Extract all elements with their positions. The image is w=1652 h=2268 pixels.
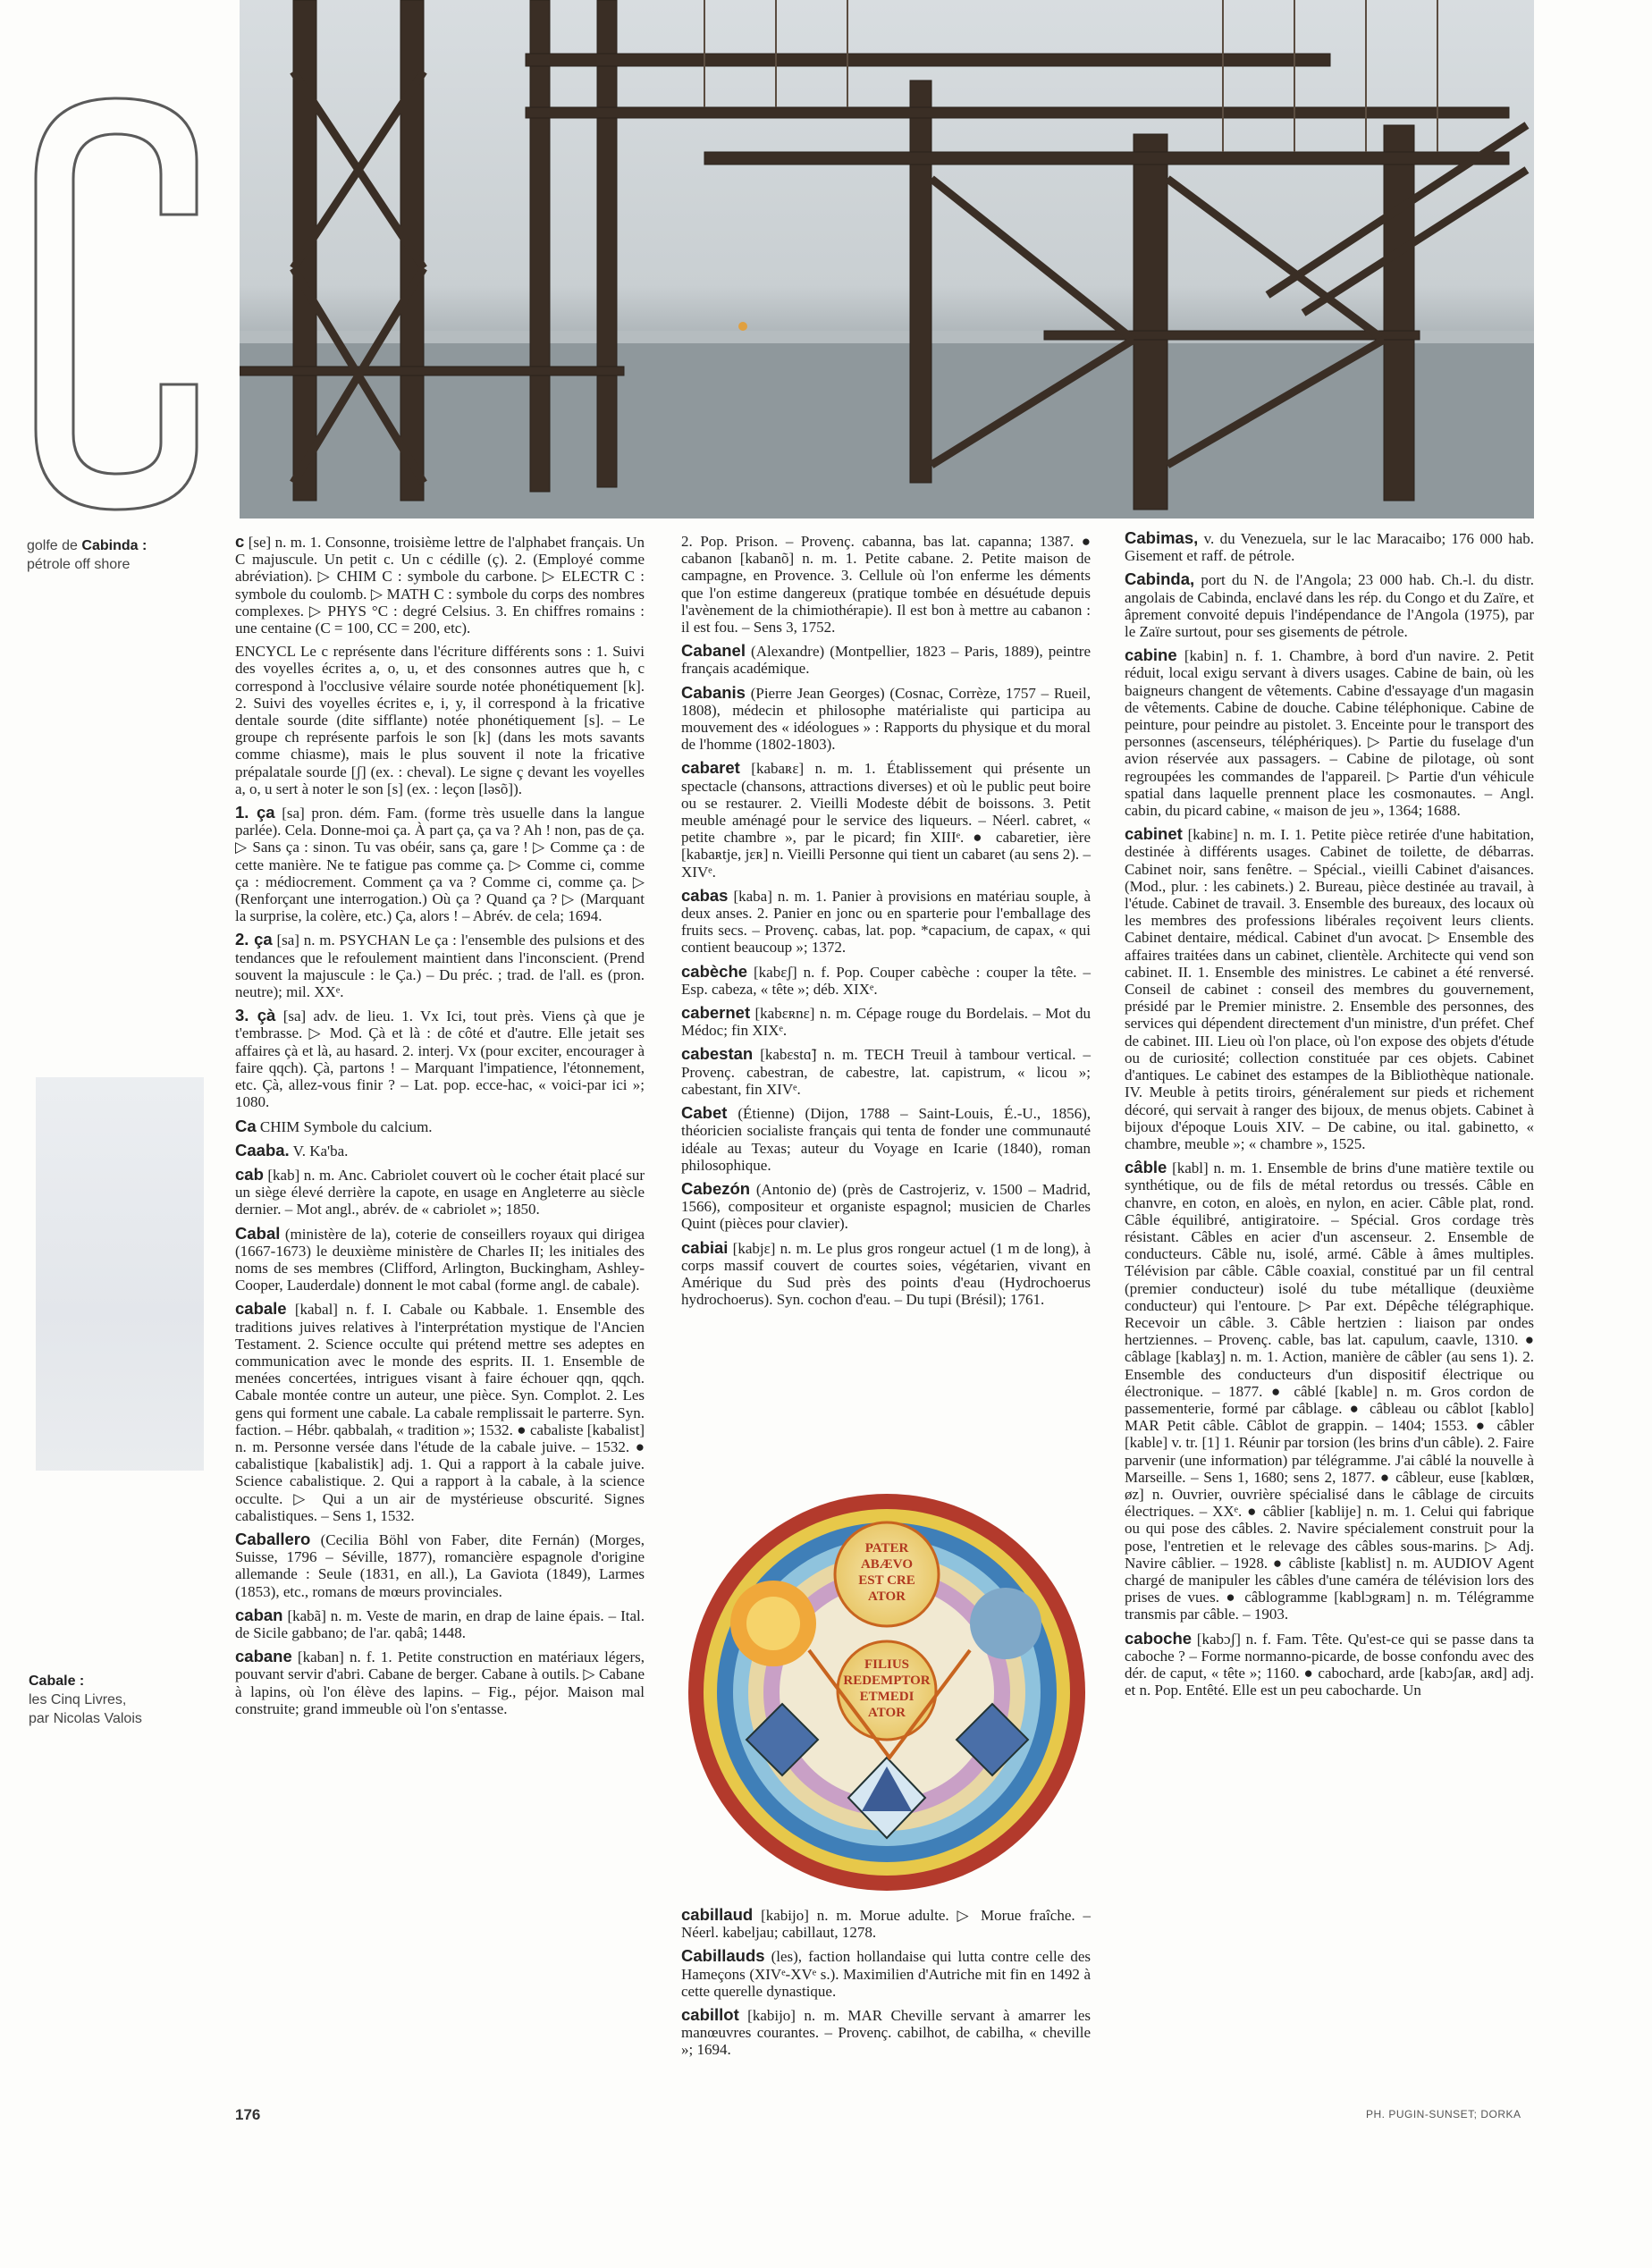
dictionary-entry	[681, 1104, 1091, 1174]
dictionary-entry	[681, 2006, 1091, 2059]
entry-headword: cabinet	[1125, 824, 1183, 844]
entry-definition: V. Ka'ba.	[292, 1142, 349, 1159]
entry-definition: [kaba] n. m. 1. Panier à provisions en matériau souple, à deux anses. 2. Panier en jonc ou en sparterie pour l'emballage des fruits secs. – Provenç. cabas, lat. pop. *capacium, de capax, « qui contient beaucoup »; 1372.	[681, 887, 1091, 957]
dictionary-entry	[235, 1648, 645, 1717]
mandala-text-pater: PATER	[864, 1541, 909, 1556]
mandala-text-etmedi: ETMEDI	[859, 1690, 914, 1704]
dictionary-entry	[235, 1166, 645, 1218]
page-number: 176	[235, 2106, 261, 2123]
dictionary-entry	[1125, 646, 1534, 819]
column-3	[1125, 529, 1534, 1705]
faded-side-image	[36, 1077, 204, 1471]
entry-definition: [kabjɛ] n. m. Le plus gros rongeur actuel (1 m de long), à corps massif couvert de courtes soies, végétarien, vivant en Amérique du Sud près des points d'eau (Hydrochoerus hydrochoerus). Syn. cochon d'eau. – Du tupi (Brésil); 1761.	[681, 1239, 1092, 1309]
mandala-text-ator1: ATOR	[868, 1589, 906, 1604]
dictionary-entry	[235, 533, 645, 637]
dictionary-entry	[681, 533, 1091, 636]
entry-definition: [kabaʀɛ] n. m. 1. Établissement qui présente un spectacle (chansons, attractions diverses) et où le public peut boire ou se restaurer. 2. Vieilli Modeste débit de boissons. 3. Petit meuble aménagé pour le service des liqueurs. – Néerl. cabret, « petite chambre », par le picard; fin XIIIᵉ. ● cabaretier, ière [kabaʀtje, jɛʀ] n. Vieilli Personne qui tient un cabaret (au sens 2). – XIVᵉ.	[681, 760, 1091, 881]
section-letter	[27, 80, 206, 527]
entry-definition: ENCYCL Le c représente dans l'écriture différents sons : 1. Suivi des voyelles écrites a, o, u, et des consonnes autres que h, c correspond à l'occlusive vélaire sourde notée phonétiquement [k]. 2. Suivi des voyelles écrites e, i, y, il correspond à la fricative dentale sourde (dite sifflante) notée phonétiquement [s]. – Le groupe ch représente parfois le son [k] (dans les mots savants comme chiasme), mais le plus souvent il note la fricative prépalatale sourde [ʃ] (ex. : cheval). Le signe ç devant les voyelles a, o, u sert à noter le son [s] (ex. : leçon [ləsõ]).	[235, 643, 645, 797]
photo-caption-prefix: golfe de	[27, 538, 82, 553]
entry-headword: caban	[235, 1605, 283, 1624]
dictionary-entry	[1125, 1630, 1534, 1699]
entry-headword: cabane	[235, 1647, 292, 1666]
cabale-mandala-illustration	[684, 1489, 1090, 1895]
entry-headword: cabèche	[681, 961, 748, 981]
photo-caption	[27, 536, 197, 574]
dictionary-entry	[681, 1180, 1091, 1233]
entry-definition: [kaban] n. f. 1. Petite construction en matériaux légers, pouvant servir d'abri. Cabane de berger. Cabane à outils. ▷ Cabane à lapins, où l'on élève des lapins. – Fig., péjor. Maison mal construite; grand immeuble où l'on s'entasse.	[235, 1648, 645, 1717]
dictionary-entry	[1125, 825, 1534, 1152]
dictionary-entry	[681, 642, 1091, 677]
entry-definition: (Antonio de) (près de Castrojeriz, v. 1500 – Madrid, 1566), compositeur et organiste espagnol; musicien de Charles Quint (pièces pour clavier).	[681, 1180, 1091, 1233]
entry-definition: [kabijo] n. m. Morue adulte. ▷ Morue fraîche. – Néerl. kabeljau; cabillaut, 1278.	[681, 1907, 1091, 1942]
entry-headword: cabillot	[681, 2005, 739, 2025]
entry-headword: 1. ça	[235, 803, 275, 822]
entry-definition: [kabɛʃ] n. f. Pop. Couper cabèche : couper la tête. – Esp. cabeza, « tête »; déb. XIXᵉ.	[681, 963, 1091, 998]
dictionary-entry	[1125, 1159, 1534, 1623]
entry-headword: c	[235, 532, 245, 551]
dictionary-entry	[235, 1606, 645, 1641]
entry-definition: [kabɛstɑ̃] n. m. TECH Treuil à tambour vertical. – Provenç. cabestran, de cabestre, lat. capistrum, « licou »; cabestant, fin XIVᵉ.	[681, 1046, 1091, 1098]
photo-caption-line2: pétrole off shore	[27, 557, 131, 572]
entry-definition: 2. Pop. Prison. – Provenç. cabanna, bas lat. capanna; 1387. ● cabanon [kabanõ] n. m. 1. Petite cabane. 2. Petite maison de campagne, en Provence. 3. Cellule où l'on enferme les déments que l'on estime dangereux (pratique tombée en désuétude depuis l'avènement de la chimiothérapie). Il est bon à mettre au cabanon : il est fou. – Sens 3, 1752.	[681, 533, 1091, 637]
dictionary-entry	[235, 1142, 645, 1159]
entry-headword: cab	[235, 1164, 264, 1184]
entry-headword: 2. ça	[235, 930, 273, 949]
dictionary-entry	[235, 931, 645, 1000]
entry-headword: Cabanis	[681, 682, 746, 702]
entry-headword: Cabinda,	[1125, 569, 1195, 589]
entry-definition: [kabã] n. m. Veste de marin, en drap de laine épais. – Ital. de Sicile gabbano; de l'ar. qabâ; 1448.	[235, 1606, 645, 1641]
dictionary-entry	[681, 1045, 1091, 1098]
dictionary-entry	[1125, 529, 1534, 564]
cabale-caption-line1: les Cinq Livres,	[29, 1692, 127, 1707]
entry-definition: (les), faction hollandaise qui lutta contre celle des Hameçons (XIVᵉ-XVᵉ s.). Maximilien d'Autriche mit fin en 1492 à cette querelle dynastique.	[681, 1948, 1092, 2000]
entry-definition: [kabl] n. m. 1. Ensemble de brins d'une matière textile ou synthétique, ou de fils de métal retordus ou tressés. Câble en chanvre, en coton, en aloès, en nylon, en acier. Câble plat, rond. Câble équilibré, antigiratoire. – Spécial. Gros cordage très résistant. Câbles en acier d'un ascenseur. 2. Ensemble de conducteurs. Câble nu, isolé, armé. Câble à âmes multiples. Télévision par câble. Câble coaxial, constitué par un fil central (premier conducteur) isolé du tube métallique (deuxième conducteur) qui l'entoure. ▷ Par ext. Dépêche télégraphique. Recevoir un câble. 3. Câble hertzien : liaison par ondes hertziennes. – Provenç. cable, bas lat. capulum, caavle, 1310. ● câblage [kablaʒ] n. m. 1. Action, manière de câbler (au sens 1). 2. Ensemble des conducteurs d'un dispositif électrique ou électronique. – 1877. ● câblé [kable] n. m. Gros cordon de passementerie, formé par câblage. ● câbleau ou câblot [kablo] MAR Petit câble. Câblot de grappin. – 1404; 1553. ● câbler [kable] v. tr. [1] 1. Réunir par torsion (les brins d'un câble). 2. Faire parvenir (une information) par télégramme. J'ai câblé la nouvelle à Marseille. – Sens 1, 1680; sens 2, 1877. ● câbleur, euse [kablœʀ, øz] n. Ouvrier, ouvrière spécialisé dans le câblage de circuits électriques. – XXᵉ. ● câblier [kablije] n. m. 1. Celui qui fabrique ou qui pose des câbles. 2. Navire spécialement construit pour la pose, l'entretien et le relevage des câbles sous-marins. ▷ Adj. Navire câblier. – 1928. ● câbliste [kablist] n. m. AUDIOV Agent chargé de manipuler les câbles d'une caméra de télévision lors des prises de vues. ● câblogramme [kablɔgʀam] n. m. Télégramme transmis par câble. – 1903.	[1125, 1159, 1534, 1623]
entry-headword: Caballero	[235, 1529, 311, 1548]
photo-credit: PH. PUGIN-SUNSET; DORKA	[1366, 2108, 1521, 2120]
entry-headword: Cabet	[681, 1103, 728, 1123]
photo-caption-bold: Cabinda :	[81, 538, 148, 553]
entry-definition: [sa] adv. de lieu. 1. Vx Ici, tout près. Viens çà que je t'embrasse. ▷ Mod. Çà et là : de côté et d'autre. Elle jetait ses affaires çà et là, au hasard. 2. interj. Vx (pour exciter, encourager à faire qqch). Çà, partons ! – Marquant l'impatience, l'étonnement, etc. Çà, allez-vous finir ? – Lat. pop. ecce-hac, « voici-par ici »; 1080.	[235, 1008, 645, 1111]
dictionary-entry	[235, 643, 645, 797]
dictionary-entry	[235, 1300, 645, 1524]
entry-definition: [kabin] n. f. 1. Chambre, à bord d'un navire. 2. Petit réduit, local exigu servant à divers usages. Cabine de bain, où les baigneurs changent de vêtements. Cabine d'essayage d'un magasin de vêtements. Cabine de douche. Cabine téléphonique. Cabine de peinture, pour peindre au pistolet. 3. Enceinte pour le transport des personnes (ascenseurs, téléphériques). ▷ Partie du fuselage d'un avion réservée aux passagers. – Cabine de pilotage, où sont regroupées les commandes de l'appareil. ▷ Partie d'un véhicule spatial dans laquelle prennent place les cosmonautes. – Angl. cabin, du picard cabine, « maison de jeu », 1364; 1688.	[1125, 647, 1534, 820]
entry-headword: cabaret	[681, 758, 740, 778]
dictionary-entry	[681, 1906, 1091, 1941]
entry-headword: Cabal	[235, 1223, 281, 1243]
dictionary-entry	[235, 1225, 645, 1294]
letter-c-outline	[27, 80, 206, 527]
entry-headword: Ca	[235, 1116, 257, 1135]
entry-definition: (ministère de la), coterie de conseillers royaux qui dirigea (1667-1673) le deuxième ministère de Charles II; les initiales des noms de ses membres (Clifford, Arlington, Buckingham, Ashley-Cooper, Lauderdale) donnent le mot cabal (forme angl. de cabale).	[235, 1225, 645, 1294]
dictionary-entry	[681, 1239, 1091, 1309]
entry-headword: cabestan	[681, 1044, 754, 1064]
entry-definition: [se] n. m. 1. Consonne, troisième lettre de l'alphabet français. Un C majuscule. Un petit c. Un c cédille (ç). 2. (Employé comme abréviation). ▷ CHIM C : symbole du carbone. ▷ ELECTR C : symbole du coulomb. ▷ MATH C : symbole du corps des nombres complexes. ▷ PHYS °C : degré Celsius. 3. En chiffres romains : une centaine (C = 100, CC = 200, etc).	[235, 534, 645, 637]
entry-definition: [kabal] n. f. I. Cabale ou Kabbale. 1. Ensemble des traditions juives relatives à l'interprétation mystique de l'Ancien Testament. 2. Science occulte qui prétend mettre ses adeptes en communication avec le monde des esprits. II. 1. Ensemble de menées concertées, intrigues visant à faire échouer qqn, qqch. Cabale montée contre un auteur, une pièce. Syn. Complot. 2. Les gens qui forment une cabale. La cabale remplissait le parterre. Syn. faction. – Hébr. qabbalah, « tradition »; 1532. ● cabaliste [kabalist] n. m. Personne versée dans l'étude de la cabale juive. – 1532. ● cabalistique [kabalistik] adj. 1. Qui a rapport à la cabale juive. Science cabalistique. 2. Qui a rapport à la cabale, à la science occulte. ▷ Qui a un air de mystérieuse obscurité. Signes cabalistiques. – Sens 1, 1532.	[235, 1301, 645, 1524]
entry-headword: cabiai	[681, 1237, 729, 1257]
entry-definition: [kabɛʀnɛ] n. m. Cépage rouge du Bordelais. – Mot du Médoc; fin XIXᵉ.	[681, 1005, 1092, 1040]
entry-headword: 3. çà	[235, 1006, 276, 1025]
entry-headword: Cabezón	[681, 1178, 751, 1198]
entry-headword: Cabimas,	[1125, 528, 1199, 547]
cabale-caption-line2: par Nicolas Valois	[29, 1711, 142, 1726]
entry-headword: Cabillauds	[681, 1946, 765, 1966]
entry-definition: [kabɔʃ] n. f. Fam. Tête. Qu'est-ce qui se passe dans ta caboche ? – Forme normanno-picarde, de bosse confondu avec des dér. de caput, « tête »; 1160. ● cabochard, arde [kabɔʃaʀ, aʀd] adj. et n. Pop. Entêté. Elle est un peu cabocharde. Un	[1125, 1630, 1535, 1699]
entry-definition: (Cecilia Böhl von Faber, dite Fernán) (Morges, Suisse, 1796 – Séville, 1877), romancière espagnole d'origine allemande : Seule (1831, en all.), La Gaviota (1849), Larmes (1853), etc., romans de mœurs provinciales.	[235, 1530, 645, 1600]
entry-definition: v. du Venezuela, sur le lac Maracaibo; 176 000 hab. Gisement et raff. de pétrole.	[1125, 530, 1534, 565]
dictionary-entry	[681, 684, 1091, 754]
entry-definition: port du N. de l'Angola; 23 000 hab. Ch.-l. du distr. angolais de Cabinda, enclavé dans les rép. du Congo et du Zaïre, et âprement convoité depuis l'indépendance de l'Angola (1975), par le Zaïre surtout, pour ses gisements de pétrole.	[1125, 571, 1534, 641]
dictionary-entry	[235, 1117, 645, 1135]
entry-headword: caboche	[1125, 1628, 1193, 1648]
mandala-text-abaevo: ABÆVO	[860, 1557, 914, 1572]
mandala-text-redemptor: REDEMPTOR	[843, 1674, 931, 1688]
entry-headword: cabillaud	[681, 1905, 754, 1924]
entry-headword: cabernet	[681, 1003, 751, 1023]
dictionary-entry	[681, 759, 1091, 880]
entry-definition: [sa] pron. dém. Fam. (forme très usuelle dans la langue parlée). Cela. Donne-moi ça. À part ça, ça va ? Ah ! non, pas de ça. ▷ Sans ça : sinon. Tu vas obéir, sans ça, gare ! ▷ Comme ça : de cette manière. Ne te fatigue pas comme ça. ▷ Comme ci, comme ça : médiocrement. Comment ça va ? Comme ci, comme ça. ▷ (Renforçant une interrogation.) Où ça ? Quand ça ? ▷ (Marquant la surprise, la colère, etc.) Ça, alors ! – Abrév. de cela; 1694.	[235, 805, 645, 925]
entry-headword: Cabanel	[681, 641, 746, 661]
entry-definition: (Pierre Jean Georges) (Cosnac, Corrèze, 1757 – Rueil, 1808), médecin et philosophe matérialiste qui participa au mouvement des « idéologues » : Rapports du physique et du moral de l'homme (1802-1803).	[681, 684, 1091, 754]
dictionary-entry	[235, 1530, 645, 1600]
column-1	[235, 533, 645, 1724]
entry-definition: [kab] n. m. Anc. Cabriolet couvert où le cocher était placé sur un siège élevé derrière la capote, en usage en Angleterre au siècle dernier. – Mot angl., abrév. de « cabriolet »; 1850.	[235, 1166, 645, 1218]
dictionary-entry	[681, 887, 1091, 957]
cabale-caption-title: Cabale :	[29, 1674, 85, 1689]
dictionary-entry	[235, 804, 645, 924]
dictionary-entry	[681, 1947, 1091, 2000]
entry-headword: cabas	[681, 885, 729, 905]
entry-headword: câble	[1125, 1158, 1167, 1177]
mandala-text-filius: FILIUS	[864, 1657, 910, 1672]
entry-definition: [kabijo] n. m. MAR Cheville servant à amarrer les manœuvres courantes. – Provenç. cabilhot, de cabilha, « cheville »; 1694.	[681, 2007, 1091, 2059]
entry-definition: (Alexandre) (Montpellier, 1823 – Paris, 1889), peintre français académique.	[681, 643, 1091, 678]
offshore-platform-photo	[240, 0, 1534, 519]
dictionary-entry	[1125, 570, 1534, 640]
entry-definition: [sa] n. m. PSYCHAN Le ça : l'ensemble des pulsions et des tendances que le refoulement maintient dans l'inconscient. (Prend souvent la majuscule : le Ça.) – Du préc. ; trad. de l'all. es (pron. neutre); mil. XXᵉ.	[235, 932, 645, 1001]
entry-definition: CHIM Symbole du calcium.	[259, 1117, 433, 1135]
entry-definition: (Étienne) (Dijon, 1788 – Saint-Louis, É.-U., 1856), théoricien socialiste français qui tenta de fonder une communauté idéale au Texas; auteur du Voyage en Icarie (1840), roman philosophique.	[681, 1105, 1091, 1174]
dictionary-entry	[681, 963, 1091, 998]
cabale-caption	[29, 1672, 198, 1728]
dictionary-entry	[681, 1004, 1091, 1039]
mandala-text-estcre: EST CRE	[858, 1573, 915, 1588]
entry-definition: [kabinɛ] n. m. I. 1. Petite pièce retirée d'une habitation, destinée à différents usages. Cabinet de toilette, de débarras. Cabinet noir, sans fenêtre. – Spécial., vieilli Cabinet d'aisances. (Mod., plur. : les cabinets.) 2. Bureau, pièce destinée au travail, à l'étude. Cabinet de travail. 3. Ensemble des bureaux, des locaux où les membres des professions libérales reçoivent leurs clients. Cabinet dentaire, médical. Cabinet d'un avocat. ▷ Ensemble des affaires traitées dans un cabinet, clientèle. Architecte qui vend son cabinet. II. 1. Ensemble des ministres. Le cabinet a été renversé. Conseil de cabinet : conseil des membres du gouvernement, présidé par le Premier ministre. 2. Ensemble des personnes, des services qui dépendent directement d'un ministre, d'un préfet. Chef de cabinet. III. Lieu où l'on place, où l'on expose des objets d'étude ou de curiosité; collection constituée par ces objets. Cabinet d'antiques. Le cabinet des estampes de la Bibliothèque nationale. IV. Meuble à petits tiroirs, généralement sur pieds et richement décoré, qui servait à ranger des bijoux, de menus objets. Cabinet à bijoux d'époque Louis XIV. – De cabine, ou ital. gabinetto, « chambre, meuble »; « chambre », 1525.	[1125, 826, 1535, 1152]
column-2	[681, 533, 1091, 1314]
column-2-bottom	[681, 1906, 1091, 2065]
entry-headword: cabine	[1125, 645, 1177, 665]
entry-headword: cabale	[235, 1299, 287, 1319]
mandala-text-ator2: ATOR	[868, 1706, 906, 1720]
dictionary-entry	[235, 1007, 645, 1110]
entry-headword: Caaba.	[235, 1140, 290, 1159]
